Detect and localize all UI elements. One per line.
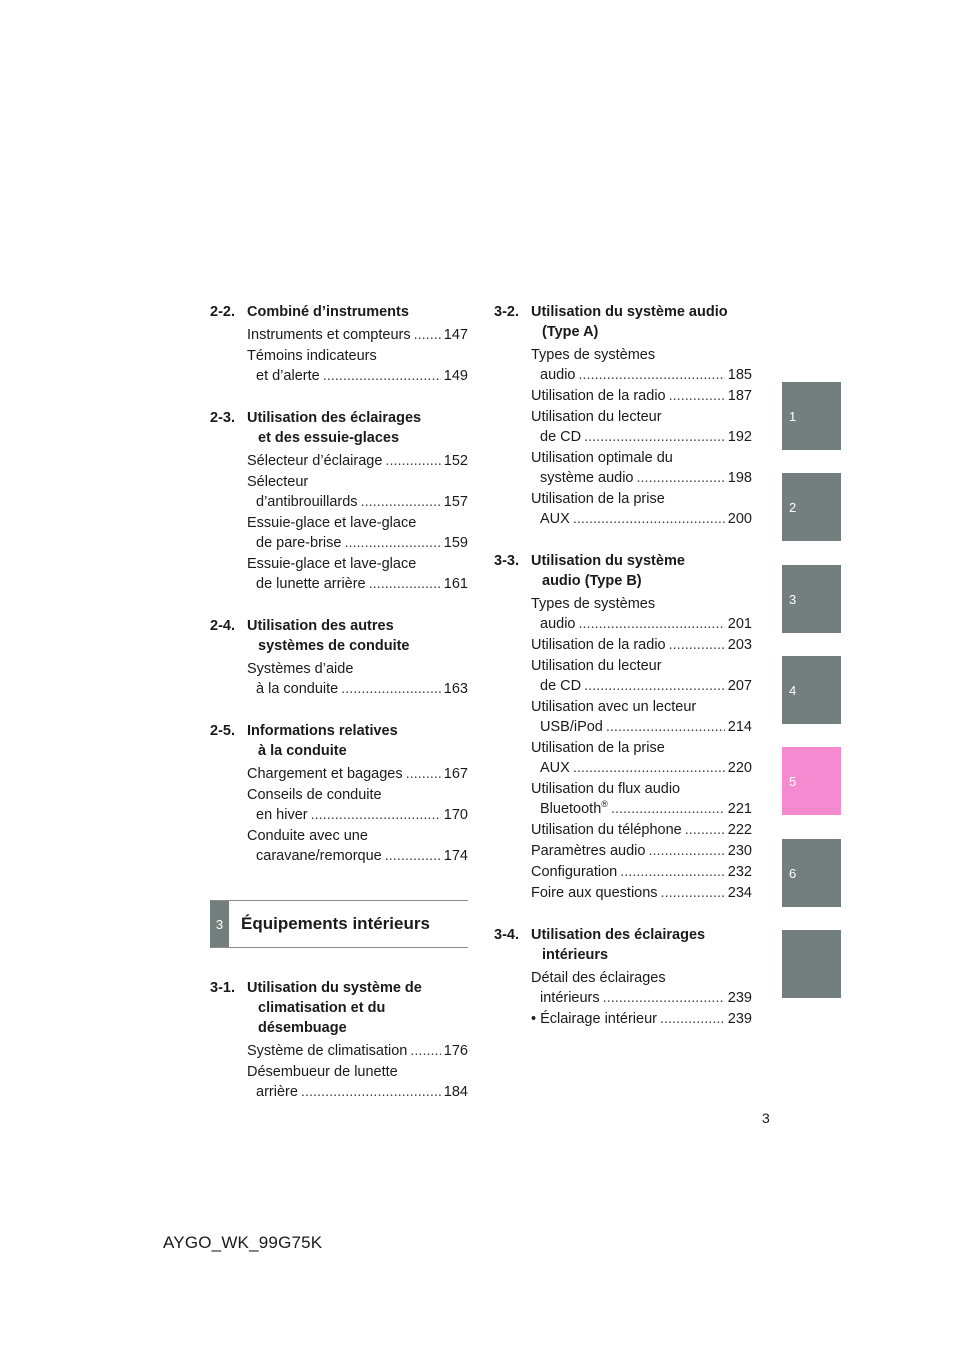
- toc-entry[interactable]: Systèmes d’aide à la conduite ..... 163: [210, 659, 468, 699]
- chapter-tab-2[interactable]: 2: [782, 473, 841, 541]
- page-ref: 167: [443, 766, 468, 782]
- toc-entry[interactable]: Foire aux questions ..... 234: [494, 883, 752, 903]
- chapter-title: Équipements intérieurs: [241, 914, 430, 933]
- page-ref: 149: [443, 368, 468, 384]
- toc-section-3-3: [494, 551, 752, 903]
- page-ref: 159: [443, 535, 468, 551]
- toc-entry[interactable]: Détail des éclairages intérieurs ..... 239: [494, 968, 752, 1008]
- page-ref: 200: [727, 511, 752, 527]
- section-title: audio (Type B): [542, 573, 642, 589]
- section-title: Utilisation du système: [531, 553, 685, 569]
- section-number: 3-2.: [494, 304, 519, 320]
- chapter-heading[interactable]: [210, 900, 468, 948]
- section-title: Utilisation des autres: [247, 618, 394, 634]
- chapter-tab-3[interactable]: 3: [782, 565, 841, 633]
- section-title: systèmes de conduite: [258, 638, 410, 654]
- page-ref: 187: [727, 388, 752, 404]
- toc-section-3-4: [494, 925, 752, 1029]
- toc-entry[interactable]: Instruments et compteurs ..... 147: [210, 325, 468, 345]
- page-ref: 221: [727, 801, 752, 817]
- document-code: AYGO_WK_99G75K: [163, 1233, 323, 1252]
- section-title: (Type A): [542, 324, 599, 340]
- chapter-tab-5[interactable]: 5: [782, 747, 841, 815]
- toc-entry[interactable]: Utilisation de la prise AUX ..... 220: [494, 738, 752, 778]
- toc-entry[interactable]: Chargement et bagages ..... 167: [210, 764, 468, 784]
- page-number: 3: [762, 1110, 770, 1126]
- section-title: et des essuie-glaces: [258, 430, 400, 446]
- section-title: Utilisation des éclairages: [247, 410, 422, 426]
- registered-mark: ®: [601, 799, 608, 810]
- toc-entry[interactable]: Types de systèmes audio ..... 185: [494, 345, 752, 385]
- chapter-tab-6[interactable]: 6: [782, 839, 841, 907]
- page-ref: 198: [727, 470, 752, 486]
- toc-entry[interactable]: Utilisation de la radio ..... 203: [494, 635, 752, 655]
- section-number: 3-4.: [494, 927, 519, 943]
- toc-entry[interactable]: Utilisation de la prise AUX ..... 200: [494, 489, 752, 529]
- page-ref: 214: [727, 719, 752, 735]
- section-title: Informations relatives: [247, 723, 398, 739]
- toc-section-2-5: [210, 721, 468, 866]
- section-title: Combiné d’instruments: [247, 304, 409, 320]
- toc-entry[interactable]: Utilisation avec un lecteur USB/iPod ..... 214: [494, 697, 752, 737]
- page-ref: 163: [443, 681, 468, 697]
- toc-entry[interactable]: Paramètres audio ..... 230: [494, 841, 752, 861]
- chapter-tab-1[interactable]: 1: [782, 382, 841, 450]
- toc-right-column: [494, 302, 752, 1051]
- toc-entry[interactable]: Témoins indicateurs et d’alerte ..... 149: [210, 346, 468, 386]
- toc-entry[interactable]: Utilisation du lecteur de CD ..... 207: [494, 656, 752, 696]
- toc-entry[interactable]: Utilisation de la radio ..... 187: [494, 386, 752, 406]
- section-number: 3-1.: [210, 980, 235, 996]
- section-number: 2-4.: [210, 618, 235, 634]
- section-number: 3-3.: [494, 553, 519, 569]
- page-ref: 203: [727, 637, 752, 653]
- section-title: à la conduite: [258, 743, 347, 759]
- toc-section-3-1: [210, 978, 468, 1102]
- toc-entry[interactable]: Conseils de conduite en hiver ..... 170: [210, 785, 468, 825]
- page-ref: 176: [443, 1043, 468, 1059]
- section-title: désembuage: [258, 1020, 347, 1036]
- toc-section-2-3: [210, 408, 468, 594]
- page-ref: 234: [727, 885, 752, 901]
- page-ref: 220: [727, 760, 752, 776]
- toc-entry[interactable]: Essuie-glace et lave-glace de pare-brise ..... 159: [210, 513, 468, 553]
- page-ref: 232: [727, 864, 752, 880]
- page-ref: 161: [443, 576, 468, 592]
- toc-entry[interactable]: Essuie-glace et lave-glace de lunette arrière ..... 161: [210, 554, 468, 594]
- toc-left-column: [210, 302, 468, 1124]
- toc-section-3-2: [494, 302, 752, 529]
- section-number: 2-3.: [210, 410, 235, 426]
- section-title: climatisation et du: [258, 1000, 386, 1016]
- section-number: 2-2.: [210, 304, 235, 320]
- toc-entry[interactable]: Système de climatisation ..... 176: [210, 1041, 468, 1061]
- page-ref: 239: [727, 990, 752, 1006]
- page-ref: 230: [727, 843, 752, 859]
- section-title: intérieurs: [542, 947, 609, 963]
- toc-entry[interactable]: Utilisation du flux audio Bluetooth® ..... 221: [494, 779, 752, 819]
- toc-section-2-2: [210, 302, 468, 386]
- chapter-tab-4[interactable]: 4: [782, 656, 841, 724]
- toc-entry[interactable]: • Éclairage intérieur ..... 239: [494, 1009, 752, 1029]
- toc-entry[interactable]: Utilisation optimale du système audio ..... 198: [494, 448, 752, 488]
- page-ref: 207: [727, 678, 752, 694]
- page-ref: 192: [727, 429, 752, 445]
- toc-entry[interactable]: Utilisation du lecteur de CD ..... 192: [494, 407, 752, 447]
- chapter-tab-index[interactable]: [782, 930, 841, 998]
- chapter-number: 3: [210, 901, 229, 947]
- toc-entry[interactable]: Types de systèmes audio ..... 201: [494, 594, 752, 634]
- page-ref: 184: [443, 1084, 468, 1100]
- toc-entry[interactable]: Conduite avec une caravane/remorque ..... 174: [210, 826, 468, 866]
- page-ref: 157: [443, 494, 468, 510]
- page-ref: 170: [443, 807, 468, 823]
- page-ref: 185: [727, 367, 752, 383]
- page-ref: 174: [443, 848, 468, 864]
- toc-entry[interactable]: Configuration ..... 232: [494, 862, 752, 882]
- toc-entry[interactable]: Sélecteur d’éclairage ..... 152: [210, 451, 468, 471]
- section-title: Utilisation des éclairages: [531, 927, 706, 943]
- toc-section-2-4: [210, 616, 468, 699]
- page-ref: 201: [727, 616, 752, 632]
- page-ref: 222: [727, 822, 752, 838]
- section-title: Utilisation du système de: [247, 980, 422, 996]
- page-ref: 239: [727, 1011, 752, 1027]
- toc-entry[interactable]: Désembueur de lunette arrière ..... 184: [210, 1062, 468, 1102]
- page-ref: 147: [443, 327, 468, 343]
- toc-entry[interactable]: Utilisation du téléphone ..... 222: [494, 820, 752, 840]
- section-title: Utilisation du système audio: [531, 304, 728, 320]
- page-ref: 152: [443, 453, 468, 469]
- section-number: 2-5.: [210, 723, 235, 739]
- toc-entry[interactable]: Sélecteur d’antibrouillards ..... 157: [210, 472, 468, 512]
